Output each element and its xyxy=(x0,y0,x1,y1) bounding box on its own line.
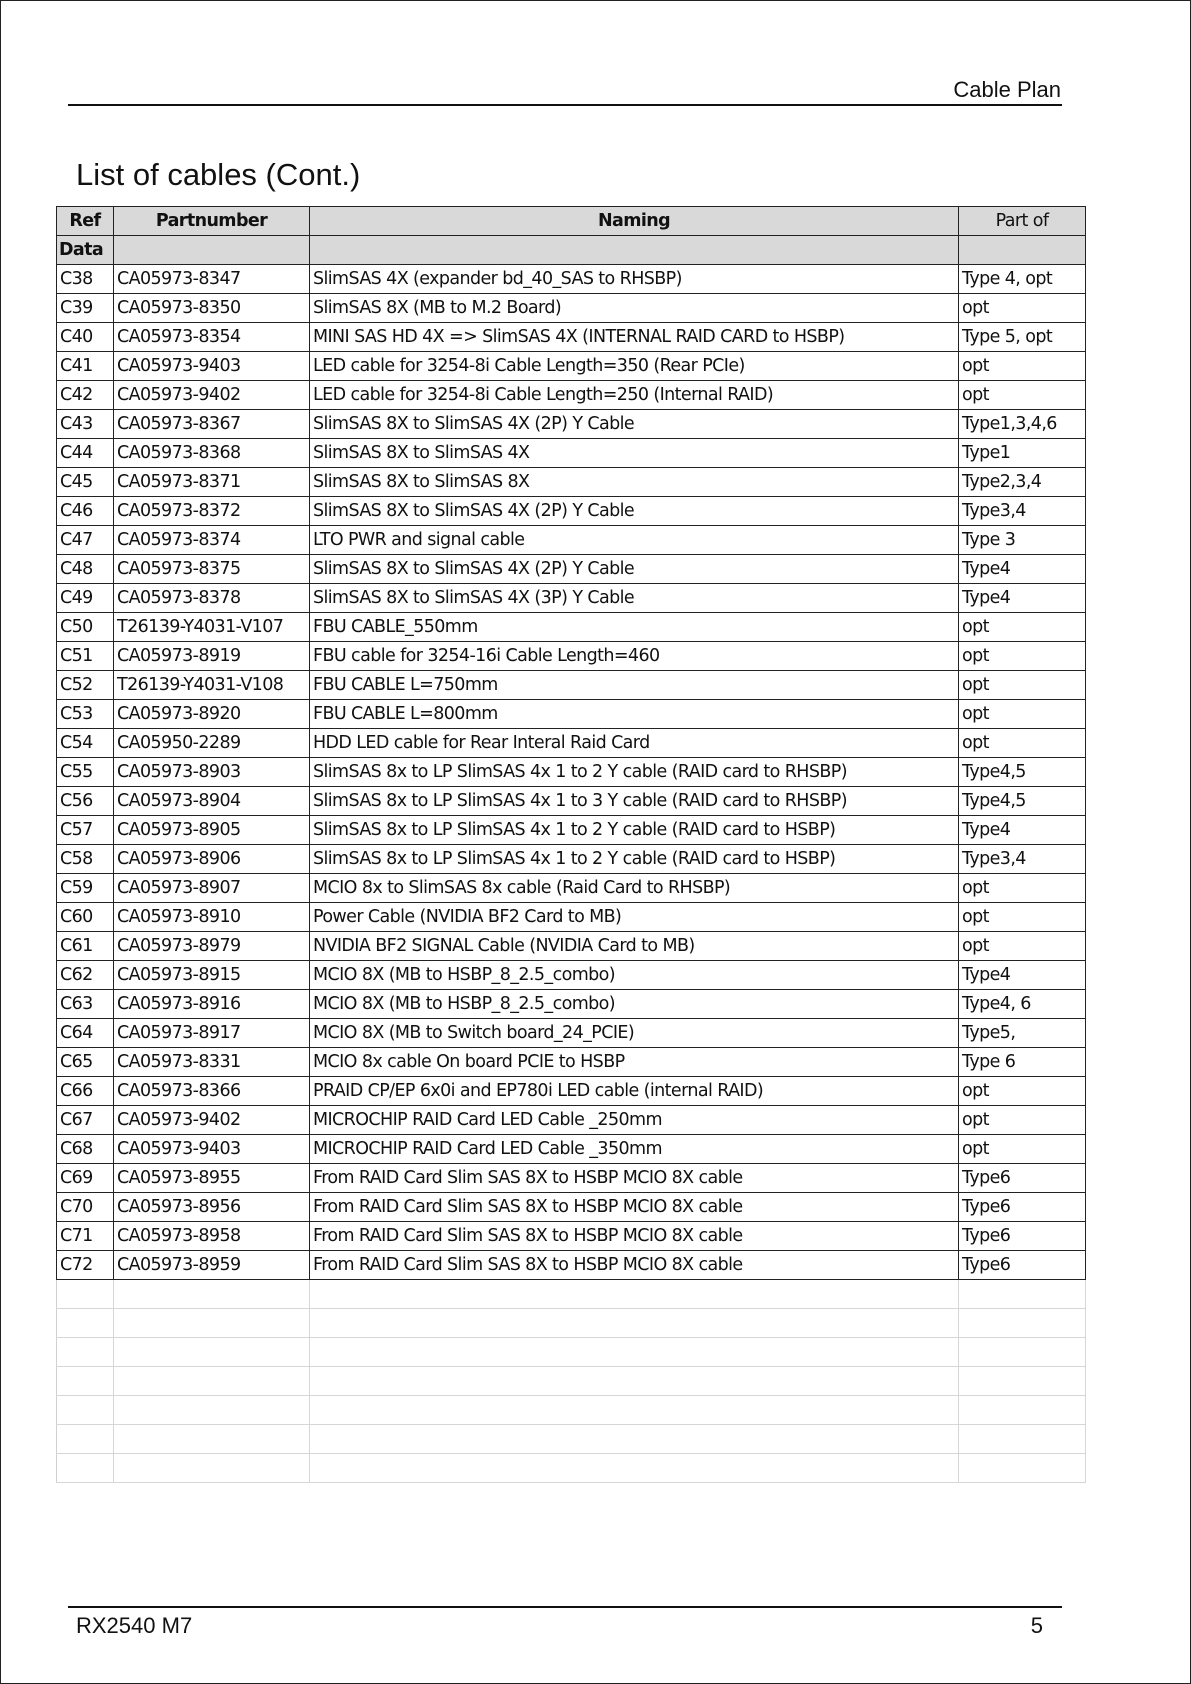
cell-partnumber: CA05973-8919 xyxy=(114,642,310,671)
empty-cell xyxy=(57,1396,114,1425)
cell-part-of: Type1,3,4,6 xyxy=(959,410,1086,439)
cell-partnumber: CA05973-8371 xyxy=(114,468,310,497)
table-row xyxy=(57,410,1086,439)
table-row xyxy=(57,1251,1086,1280)
header-title: Cable Plan xyxy=(953,77,1061,102)
cell-partnumber: CA05973-8903 xyxy=(114,758,310,787)
empty-row xyxy=(57,1309,1086,1338)
table-row xyxy=(57,439,1086,468)
cell-ref: C49 xyxy=(57,584,114,613)
cell-naming: MCIO 8x cable On board PCIE to HSBP xyxy=(310,1048,959,1077)
table-row xyxy=(57,1048,1086,1077)
cell-partnumber: CA05973-9402 xyxy=(114,381,310,410)
table-row xyxy=(57,961,1086,990)
cell-part-of: Type4, 6 xyxy=(959,990,1086,1019)
cell-naming: MICROCHIP RAID Card LED Cable _350mm xyxy=(310,1135,959,1164)
cell-naming: Power Cable (NVIDIA BF2 Card to MB) xyxy=(310,903,959,932)
cell-part-of: Type1 xyxy=(959,439,1086,468)
table-row xyxy=(57,555,1086,584)
cell-partnumber: CA05973-8378 xyxy=(114,584,310,613)
cell-ref: C67 xyxy=(57,1106,114,1135)
cell-partnumber: CA05973-8916 xyxy=(114,990,310,1019)
empty-row xyxy=(57,1425,1086,1454)
cell-naming: SlimSAS 8x to LP SlimSAS 4x 1 to 2 Y cable (RAID card to RHSBP) xyxy=(310,758,959,787)
subheader-cell xyxy=(114,236,310,265)
cell-part-of: Type 5, opt xyxy=(959,323,1086,352)
cell-part-of: opt xyxy=(959,729,1086,758)
empty-cell xyxy=(57,1309,114,1338)
cell-ref: C62 xyxy=(57,961,114,990)
empty-cell xyxy=(959,1309,1086,1338)
cell-partnumber: CA05973-8905 xyxy=(114,816,310,845)
table-row xyxy=(57,932,1086,961)
cell-ref: C68 xyxy=(57,1135,114,1164)
cell-part-of: Type4 xyxy=(959,584,1086,613)
cell-part-of: Type4 xyxy=(959,961,1086,990)
cell-ref: C47 xyxy=(57,526,114,555)
empty-cell xyxy=(959,1425,1086,1454)
cell-part-of: Type4,5 xyxy=(959,787,1086,816)
cell-part-of: opt xyxy=(959,932,1086,961)
column-header-partnumber: Partnumber xyxy=(114,207,310,236)
page-number: 5 xyxy=(1030,1613,1043,1638)
table-row xyxy=(57,990,1086,1019)
cell-partnumber: CA05973-8375 xyxy=(114,555,310,584)
cell-naming: SlimSAS 8X to SlimSAS 8X xyxy=(310,468,959,497)
empty-cell xyxy=(114,1309,310,1338)
cell-ref: C48 xyxy=(57,555,114,584)
cell-partnumber: T26139-Y4031-V107 xyxy=(114,613,310,642)
cell-naming: SlimSAS 8X to SlimSAS 4X xyxy=(310,439,959,468)
column-header-part-of: Part of xyxy=(959,207,1086,236)
cell-naming: SlimSAS 8x to LP SlimSAS 4x 1 to 2 Y cable (RAID card to HSBP) xyxy=(310,816,959,845)
cell-part-of: opt xyxy=(959,352,1086,381)
cell-ref: C52 xyxy=(57,671,114,700)
cell-naming: SlimSAS 8x to LP SlimSAS 4x 1 to 2 Y cable (RAID card to HSBP) xyxy=(310,845,959,874)
cell-partnumber: CA05973-8920 xyxy=(114,700,310,729)
empty-cell xyxy=(114,1454,310,1483)
cell-naming: FBU CABLE L=750mm xyxy=(310,671,959,700)
cell-naming: PRAID CP/EP 6x0i and EP780i LED cable (internal RAID) xyxy=(310,1077,959,1106)
cell-ref: C51 xyxy=(57,642,114,671)
cell-part-of: Type4 xyxy=(959,555,1086,584)
cell-partnumber: CA05973-8907 xyxy=(114,874,310,903)
cell-ref: C56 xyxy=(57,787,114,816)
cell-part-of: opt xyxy=(959,903,1086,932)
footer-model: RX2540 M7 xyxy=(76,1613,193,1638)
cell-partnumber: CA05973-8368 xyxy=(114,439,310,468)
cell-part-of: Type6 xyxy=(959,1222,1086,1251)
cell-partnumber: CA05973-8354 xyxy=(114,323,310,352)
cell-naming: LED cable for 3254-8i Cable Length=350 (Rear PCIe) xyxy=(310,352,959,381)
empty-cell xyxy=(959,1454,1086,1483)
cell-part-of: opt xyxy=(959,381,1086,410)
cell-part-of: Type6 xyxy=(959,1164,1086,1193)
cell-part-of: Type 6 xyxy=(959,1048,1086,1077)
cell-part-of: opt xyxy=(959,294,1086,323)
cell-part-of: opt xyxy=(959,874,1086,903)
cell-part-of: Type4,5 xyxy=(959,758,1086,787)
cell-part-of: Type6 xyxy=(959,1251,1086,1280)
cell-ref: C45 xyxy=(57,468,114,497)
cell-ref: C42 xyxy=(57,381,114,410)
empty-cell xyxy=(57,1425,114,1454)
cell-partnumber: CA05973-8915 xyxy=(114,961,310,990)
cell-ref: C38 xyxy=(57,265,114,294)
header-rule xyxy=(68,104,1062,106)
cell-part-of: Type 3 xyxy=(959,526,1086,555)
cell-part-of: Type5, xyxy=(959,1019,1086,1048)
column-header-naming: Naming xyxy=(310,207,959,236)
empty-cell xyxy=(310,1280,959,1309)
table-row xyxy=(57,613,1086,642)
empty-row xyxy=(57,1367,1086,1396)
cell-part-of: opt xyxy=(959,671,1086,700)
empty-cell xyxy=(57,1367,114,1396)
empty-cell xyxy=(114,1396,310,1425)
cell-part-of: Type2,3,4 xyxy=(959,468,1086,497)
table-row xyxy=(57,1019,1086,1048)
cell-ref: C60 xyxy=(57,903,114,932)
table-row xyxy=(57,294,1086,323)
table-row xyxy=(57,1106,1086,1135)
cell-naming: From RAID Card Slim SAS 8X to HSBP MCIO 8X cable xyxy=(310,1193,959,1222)
table-row xyxy=(57,1164,1086,1193)
section-title: List of cables (Cont.) xyxy=(76,157,361,192)
cell-partnumber: CA05973-8904 xyxy=(114,787,310,816)
cell-part-of: opt xyxy=(959,1135,1086,1164)
cell-part-of: Type6 xyxy=(959,1193,1086,1222)
table-row xyxy=(57,787,1086,816)
empty-cell xyxy=(114,1280,310,1309)
cell-ref: C59 xyxy=(57,874,114,903)
table-row xyxy=(57,352,1086,381)
cell-ref: C40 xyxy=(57,323,114,352)
empty-cell xyxy=(114,1338,310,1367)
cell-ref: C54 xyxy=(57,729,114,758)
empty-cell xyxy=(310,1367,959,1396)
empty-cell xyxy=(57,1280,114,1309)
cell-partnumber: CA05973-9403 xyxy=(114,352,310,381)
cell-ref: C61 xyxy=(57,932,114,961)
cell-ref: C64 xyxy=(57,1019,114,1048)
cell-naming: FBU cable for 3254-16i Cable Length=460 xyxy=(310,642,959,671)
empty-cell xyxy=(310,1425,959,1454)
cell-ref: C43 xyxy=(57,410,114,439)
table-row xyxy=(57,526,1086,555)
cell-ref: C55 xyxy=(57,758,114,787)
cell-partnumber: CA05973-8347 xyxy=(114,265,310,294)
empty-cell xyxy=(310,1309,959,1338)
cell-naming: SlimSAS 8X to SlimSAS 4X (2P) Y Cable xyxy=(310,555,959,584)
subheader-data: Data xyxy=(57,236,114,265)
table-row xyxy=(57,265,1086,294)
table-row xyxy=(57,845,1086,874)
cell-partnumber: CA05973-8917 xyxy=(114,1019,310,1048)
empty-cell xyxy=(959,1280,1086,1309)
subheader-cell xyxy=(959,236,1086,265)
cell-naming: SlimSAS 8X (MB to M.2 Board) xyxy=(310,294,959,323)
cell-naming: SlimSAS 4X (expander bd_40_SAS to RHSBP) xyxy=(310,265,959,294)
empty-cell xyxy=(310,1396,959,1425)
cell-partnumber: CA05973-8331 xyxy=(114,1048,310,1077)
cell-ref: C69 xyxy=(57,1164,114,1193)
cell-partnumber: CA05973-8979 xyxy=(114,932,310,961)
cell-ref: C53 xyxy=(57,700,114,729)
cell-ref: C65 xyxy=(57,1048,114,1077)
cell-partnumber: CA05973-8366 xyxy=(114,1077,310,1106)
cell-naming: MCIO 8X (MB to HSBP_8_2.5_combo) xyxy=(310,990,959,1019)
empty-cell xyxy=(959,1367,1086,1396)
cell-ref: C50 xyxy=(57,613,114,642)
cell-ref: C57 xyxy=(57,816,114,845)
table-row xyxy=(57,903,1086,932)
cell-naming: From RAID Card Slim SAS 8X to HSBP MCIO 8X cable xyxy=(310,1222,959,1251)
empty-row xyxy=(57,1396,1086,1425)
cell-naming: SlimSAS 8X to SlimSAS 4X (2P) Y Cable xyxy=(310,497,959,526)
cell-naming: MCIO 8x to SlimSAS 8x cable (Raid Card to RHSBP) xyxy=(310,874,959,903)
empty-row xyxy=(57,1280,1086,1309)
cell-partnumber: CA05973-8959 xyxy=(114,1251,310,1280)
cell-ref: C39 xyxy=(57,294,114,323)
cell-ref: C58 xyxy=(57,845,114,874)
cell-partnumber: T26139-Y4031-V108 xyxy=(114,671,310,700)
cell-ref: C46 xyxy=(57,497,114,526)
empty-cell xyxy=(959,1396,1086,1425)
cell-naming: SlimSAS 8X to SlimSAS 4X (3P) Y Cable xyxy=(310,584,959,613)
cell-ref: C41 xyxy=(57,352,114,381)
cell-partnumber: CA05973-8910 xyxy=(114,903,310,932)
table-row xyxy=(57,729,1086,758)
cell-ref: C63 xyxy=(57,990,114,1019)
cell-partnumber: CA05973-9403 xyxy=(114,1135,310,1164)
table-row xyxy=(57,700,1086,729)
cell-part-of: Type 4, opt xyxy=(959,265,1086,294)
table-header-row xyxy=(57,207,1086,236)
cell-naming: MCIO 8X (MB to HSBP_8_2.5_combo) xyxy=(310,961,959,990)
empty-cell xyxy=(114,1367,310,1396)
cell-naming: LTO PWR and signal cable xyxy=(310,526,959,555)
cell-naming: NVIDIA BF2 SIGNAL Cable (NVIDIA Card to MB) xyxy=(310,932,959,961)
table-row xyxy=(57,1135,1086,1164)
table-row xyxy=(57,642,1086,671)
table-row xyxy=(57,468,1086,497)
cell-naming: From RAID Card Slim SAS 8X to HSBP MCIO 8X cable xyxy=(310,1164,959,1193)
cell-ref: C70 xyxy=(57,1193,114,1222)
empty-cell xyxy=(310,1454,959,1483)
cell-part-of: opt xyxy=(959,1077,1086,1106)
empty-row xyxy=(57,1338,1086,1367)
cell-naming: SlimSAS 8x to LP SlimSAS 4x 1 to 3 Y cable (RAID card to RHSBP) xyxy=(310,787,959,816)
cell-partnumber: CA05973-8350 xyxy=(114,294,310,323)
cell-partnumber: CA05973-8955 xyxy=(114,1164,310,1193)
cell-part-of: Type3,4 xyxy=(959,497,1086,526)
cell-naming: MINI SAS HD 4X => SlimSAS 4X (INTERNAL RAID CARD to HSBP) xyxy=(310,323,959,352)
cell-naming: From RAID Card Slim SAS 8X to HSBP MCIO 8X cable xyxy=(310,1251,959,1280)
cell-part-of: opt xyxy=(959,613,1086,642)
cell-naming: FBU CABLE L=800mm xyxy=(310,700,959,729)
cell-ref: C66 xyxy=(57,1077,114,1106)
empty-cell xyxy=(57,1338,114,1367)
cell-part-of: Type4 xyxy=(959,816,1086,845)
table-subheader-row xyxy=(57,236,1086,265)
empty-cell xyxy=(114,1425,310,1454)
cell-partnumber: CA05973-8906 xyxy=(114,845,310,874)
table-row xyxy=(57,497,1086,526)
footer-rule xyxy=(68,1606,1062,1608)
empty-cell xyxy=(57,1454,114,1483)
cell-partnumber: CA05973-8956 xyxy=(114,1193,310,1222)
cell-partnumber: CA05973-8374 xyxy=(114,526,310,555)
cell-part-of: opt xyxy=(959,642,1086,671)
empty-cell xyxy=(310,1338,959,1367)
cell-partnumber: CA05973-8372 xyxy=(114,497,310,526)
cell-part-of: Type3,4 xyxy=(959,845,1086,874)
cell-part-of: opt xyxy=(959,1106,1086,1135)
cell-partnumber: CA05973-8367 xyxy=(114,410,310,439)
cell-naming: MICROCHIP RAID Card LED Cable _250mm xyxy=(310,1106,959,1135)
cell-naming: MCIO 8X (MB to Switch board_24_PCIE) xyxy=(310,1019,959,1048)
table-row xyxy=(57,1077,1086,1106)
cell-partnumber: CA05950-2289 xyxy=(114,729,310,758)
cell-partnumber: CA05973-8958 xyxy=(114,1222,310,1251)
table-row xyxy=(57,1193,1086,1222)
subheader-cell xyxy=(310,236,959,265)
table-row xyxy=(57,671,1086,700)
table-row xyxy=(57,816,1086,845)
table-row xyxy=(57,758,1086,787)
empty-cell xyxy=(959,1338,1086,1367)
cell-naming: HDD LED cable for Rear Interal Raid Card xyxy=(310,729,959,758)
cell-ref: C72 xyxy=(57,1251,114,1280)
cell-part-of: opt xyxy=(959,700,1086,729)
cable-table xyxy=(56,206,1086,1483)
table-row xyxy=(57,874,1086,903)
table-row xyxy=(57,584,1086,613)
cell-naming: LED cable for 3254-8i Cable Length=250 (Internal RAID) xyxy=(310,381,959,410)
column-header-ref: Ref xyxy=(57,207,114,236)
cell-ref: C44 xyxy=(57,439,114,468)
cell-ref: C71 xyxy=(57,1222,114,1251)
cell-partnumber: CA05973-9402 xyxy=(114,1106,310,1135)
table-row xyxy=(57,323,1086,352)
table-row xyxy=(57,381,1086,410)
cell-naming: SlimSAS 8X to SlimSAS 4X (2P) Y Cable xyxy=(310,410,959,439)
cell-naming: FBU CABLE_550mm xyxy=(310,613,959,642)
empty-row xyxy=(57,1454,1086,1483)
table-row xyxy=(57,1222,1086,1251)
